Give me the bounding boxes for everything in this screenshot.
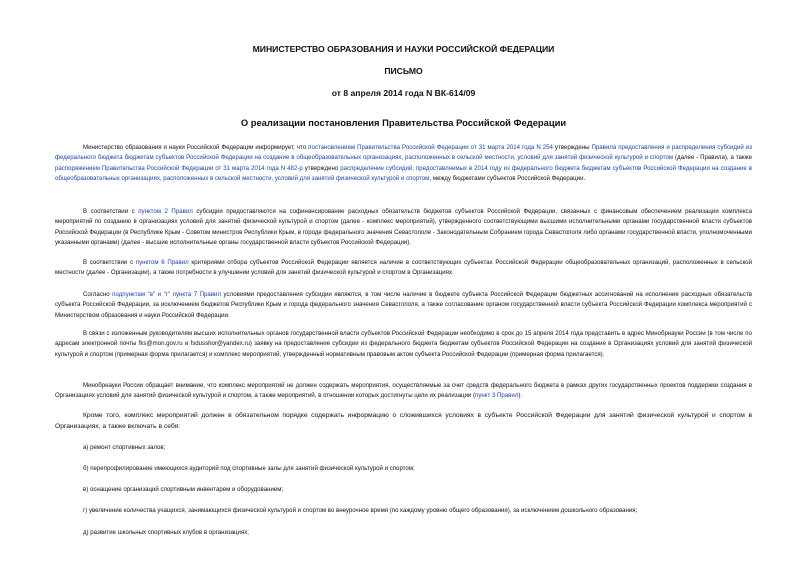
- list-item: б) перепрофилирование имеющихся аудиторий под спортивные залы для занятий физической культурой и спортом;: [83, 465, 415, 472]
- paragraph-3: [55, 258, 752, 279]
- link-rules-point-7[interactable]: подпунктам "в" и "г" пункта 7 Правил: [112, 291, 222, 298]
- paragraph-text: Согласно: [83, 291, 113, 298]
- link-resolution-254[interactable]: постановлением Правительства Российской Федерации от 31 марта 2014 года N 254: [308, 144, 553, 151]
- paragraph-2: [55, 207, 752, 248]
- paragraph-text: ).: [518, 392, 523, 400]
- document-type: ПИСЬМО: [384, 66, 423, 76]
- link-rules-point-2[interactable]: пунктом 2 Правил: [138, 208, 193, 215]
- list-item: г) увеличение количества учащихся, занимающихся физической культурой и спортом во внеурочное время (по каждому уровню общего образования), за исключением дошкольного образования;: [83, 507, 638, 514]
- list-item: в) оснащение организаций спортивным инвентарем и оборудованием;: [83, 486, 284, 493]
- paragraph-text: субсидии предоставляются на софинансирование расходных обязательств бюджетов субъектов Российской Федерации, связанных с финансовым обеспечением реализации комплекса мероприятий по созданию в организациях условий для занятий физической культурой и спортом (далее - комплекс мероприятий), утвержденного соответствующими высшими исполнительными органами государственной власти субъектов Российской Федерации (в Республике Крым - Советом министров Республики Крым, в городе федерального значения Севастополе - Законодательным Собранием города Севастополя либо органами государственной власти, уполномоченными указанными органами) (далее - высшие исполнительные органы государственной власти субъектов Российской Федерации).: [55, 208, 752, 246]
- list-item: а) ремонт спортивных залов;: [83, 444, 166, 451]
- paragraph-text: В соответствии с: [83, 259, 136, 266]
- paragraph-1: [55, 143, 752, 184]
- paragraph-4: [55, 290, 752, 321]
- paragraph-6: [55, 381, 752, 402]
- link-rules-point-3[interactable]: пункт 3 Правил: [475, 392, 519, 400]
- list-item: д) развитие школьных спортивных клубов в организациях;: [83, 529, 249, 536]
- paragraph-text: утверждено: [302, 164, 341, 172]
- link-rules-point-6[interactable]: пунктом 6 Правил: [135, 259, 189, 266]
- document-date-number: от 8 апреля 2014 года N ВК-614/09: [331, 88, 476, 98]
- document-subject: О реализации постановления Правительства Российской Федерации: [240, 117, 567, 128]
- paragraph-text: Министерство образования и науки Российской Федерации информирует, что: [83, 144, 309, 151]
- paragraph-5: [55, 329, 752, 360]
- link-rules[interactable]: Правила предоставления и распределения субсидий из федерального бюджета бюджетам субъектов Российской Федерации на создание в общеобразовательных организациях, расположенных в сельской местности, условий для занятий физической культурой и спортом: [55, 144, 753, 162]
- paragraph-text: условиями предоставления субсидии являются, в том числе наличие в бюджете субъекта Российской Федерации бюджетных ассигнований на исполнение расходных обязательств субъекта Российской Федерации, за исключением бюджетов Республики Крым и города федерального значения Севастополя, а также согласование органом государственной власти субъекта Российской Федерации комплекса мероприятий с Министерством образования и науки Российской Федерации.: [55, 291, 752, 319]
- paragraph-text: , между бюджетами субъектов Российской Федерации.: [429, 174, 586, 182]
- link-order-482r[interactable]: распоряжением Правительства Российской Федерации от 31 марта 2014 года N 482-р: [55, 164, 303, 172]
- paragraph-text: Кроме того, комплекс мероприятий должен в обязательном порядке содержать информацию о сложившихся условиях в субъекте Российской Федерации для занятий физической культурой и спортом в Организациях, а также включать в себя:: [55, 412, 752, 431]
- paragraph-text: утверждены: [552, 144, 592, 151]
- paragraph-text: критериями отбора субъектов Российской Федерации является наличие в соответствующих субъектах Российской Федерации общеобразовательных организаций, расположенных в сельской местности (далее - Организации), а также потребности в улучшении условий для занятий физической культурой и спортом в Организациях.: [55, 259, 752, 277]
- paragraph-text: (далее - Правила), а также: [673, 154, 752, 162]
- paragraph-text: Минобрнауки России обращает внимание, что комплекс мероприятий не должен содержать мероприятия, осуществляемые за счет средств федерального бюджета в рамках других государственных проектов поддержки создания в Организациях условий для занятий физической культурой и спортом, а также мероприятий, в отношении которых достигнуты цели их реализации (: [55, 382, 752, 400]
- link-distribution[interactable]: распределение субсидий, предоставляемых в 2014 году из федерального бюджета бюджетам субъектов Российской Федерации на создание в общеобразовательных организациях, расположенных в сельской местности, условий для занятий физической культурой и спортом: [55, 164, 752, 182]
- ministry-title: МИНИСТЕРСТВО ОБРАЗОВАНИЯ И НАУКИ РОССИЙСКОЙ ФЕДЕРАЦИИ: [252, 44, 555, 54]
- paragraph-7: [55, 410, 752, 433]
- paragraph-text: В соответствии с: [83, 208, 139, 215]
- paragraph-text: В связи с изложенным руководителям высших исполнительных органов государственной власти субъектов Российской Федерации необходимо в срок до 15 апреля 2014 года представить в адрес Минобрнауки России (в том числе по адресам электронной почты fks@mon.gov.ru и fsdusshor@yandex.ru) заявку на предоставление субсидии из федерального бюджета бюджетам субъектов Российской Федерации на создание в Организациях условий для занятий физической культурой и спортом (примерная форма прилагается) и комплекс мероприятий, утвержденный нормативным правовым актом субъекта Российской Федерации (примерная форма прилагается).: [55, 330, 752, 358]
